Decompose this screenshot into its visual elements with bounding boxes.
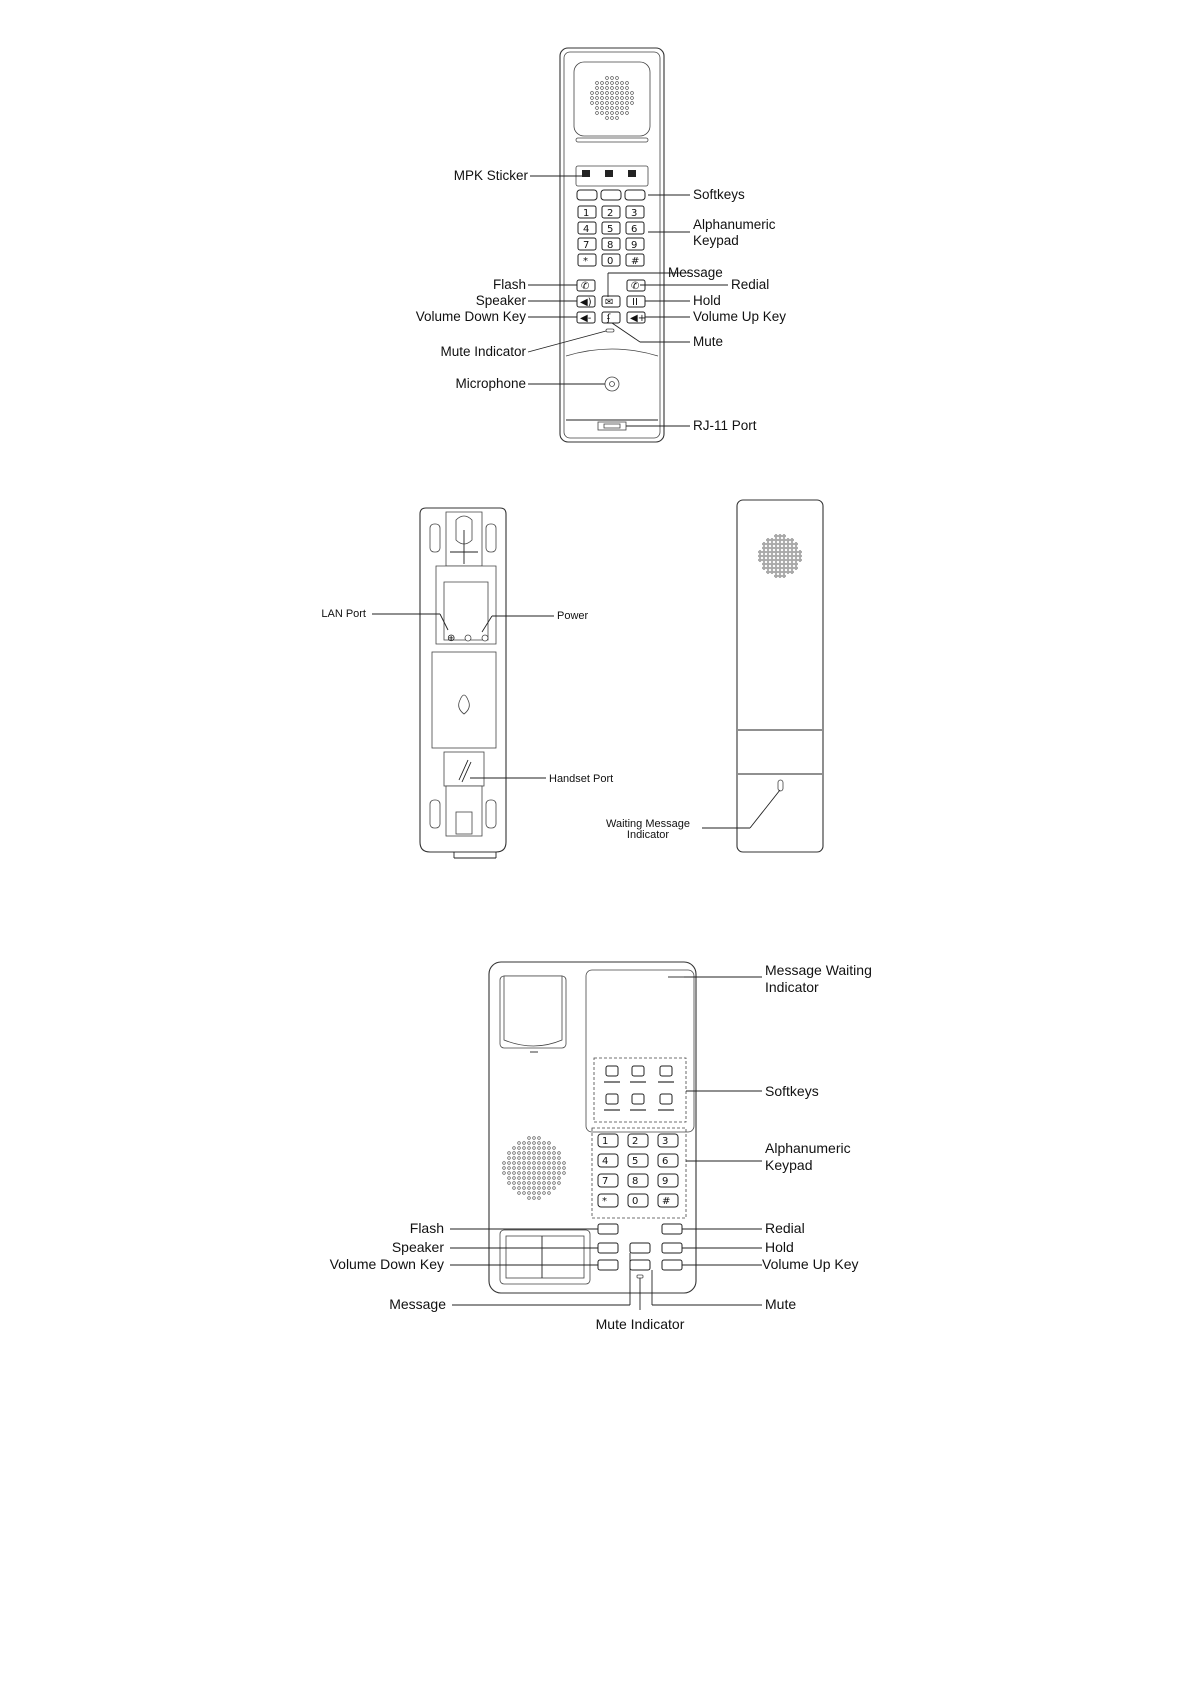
- desk-softkey[interactable]: [606, 1094, 618, 1104]
- label-mpk-sticker: MPK Sticker: [453, 168, 528, 183]
- desk-key-label: #: [662, 1196, 671, 1207]
- desk-key-label: 0: [632, 1196, 639, 1207]
- desk-key-label: 4: [602, 1156, 609, 1167]
- handset-key-label: 0: [607, 256, 614, 267]
- handset-key-label: 3: [631, 208, 638, 219]
- desk-softkey[interactable]: [632, 1066, 644, 1076]
- label-redial: Redial: [731, 277, 770, 292]
- label-microphone: Microphone: [455, 376, 526, 391]
- label-hold: Hold: [693, 293, 721, 308]
- label-desk-flash: Flash: [409, 1220, 444, 1236]
- svg-text:⊕: ⊕: [447, 633, 456, 644]
- handset-key-label: 1: [583, 208, 590, 219]
- svg-text:✆: ✆: [581, 281, 590, 292]
- label-lan-port: LAN Port: [321, 608, 366, 620]
- label-desk-mute-indicator: Mute Indicator: [595, 1316, 685, 1332]
- svg-text:ʄ: ʄ: [607, 313, 611, 324]
- svg-text:✉: ✉: [605, 297, 614, 308]
- desk-speaker-key[interactable]: [598, 1243, 618, 1253]
- label-volume-down: Volume Down Key: [415, 309, 526, 324]
- label-mute-indicator: Mute Indicator: [440, 344, 526, 359]
- desk-softkey[interactable]: [632, 1094, 644, 1104]
- label-desk-message: Message: [389, 1296, 446, 1312]
- label-waiting-message: Waiting Message: [606, 818, 690, 830]
- label-mwi-2: Indicator: [765, 979, 819, 995]
- desk-key-label: 7: [602, 1176, 609, 1187]
- desk-softkey[interactable]: [660, 1094, 672, 1104]
- label-keypad: Keypad: [693, 233, 739, 248]
- handset-key-label: 4: [583, 224, 590, 235]
- handset-side-figure: [606, 500, 823, 852]
- desk-flash-key[interactable]: [598, 1224, 618, 1234]
- label-power: Power: [557, 610, 589, 622]
- handset-key-label: 7: [583, 240, 590, 251]
- handset-key-label: #: [631, 256, 640, 267]
- label-desk-volume-down: Volume Down Key: [329, 1256, 444, 1272]
- label-desk-redial: Redial: [765, 1220, 805, 1236]
- desk-redial-key[interactable]: [662, 1224, 682, 1234]
- handset-key-label: 2: [607, 208, 614, 219]
- svg-text:II: II: [632, 297, 638, 308]
- desk-key-label: 3: [662, 1136, 669, 1147]
- svg-text:◀): ◀): [580, 297, 592, 308]
- label-desk-hold: Hold: [765, 1239, 794, 1255]
- desk-key-label: *: [602, 1196, 607, 1207]
- desk-key-label: 2: [632, 1136, 639, 1147]
- label-alphanumeric: Alphanumeric: [693, 217, 776, 232]
- label-message: Message: [668, 265, 723, 280]
- desk-hold-key[interactable]: [662, 1243, 682, 1253]
- desk-key-label: 9: [662, 1176, 669, 1187]
- label-desk-volume-up: Volume Up Key: [762, 1256, 859, 1272]
- base-back-figure: [321, 508, 613, 858]
- desk-key-10[interactable]: [598, 1194, 618, 1207]
- svg-text:✆: ✆: [631, 281, 640, 292]
- label-desk-alphanumeric: Alphanumeric: [765, 1140, 851, 1156]
- svg-text:◀+: ◀+: [630, 313, 647, 324]
- label-desk-keypad: Keypad: [765, 1157, 813, 1173]
- desk-key-label: 8: [632, 1176, 639, 1187]
- label-mute: Mute: [693, 334, 724, 349]
- desk-vol-down-key[interactable]: [598, 1260, 618, 1270]
- label-desk-speaker: Speaker: [391, 1239, 444, 1255]
- label-flash: Flash: [492, 277, 526, 292]
- handset-key-label: 5: [607, 224, 614, 235]
- desk-message-key[interactable]: [630, 1243, 650, 1253]
- desk-key-label: 1: [602, 1136, 609, 1147]
- desk-phone-figure: [330, 962, 872, 1332]
- handset-key-label: 9: [631, 240, 638, 251]
- label-handset-port: Handset Port: [549, 773, 614, 785]
- label-softkeys: Softkeys: [693, 187, 745, 202]
- desk-softkey[interactable]: [606, 1066, 618, 1076]
- label-rj11-port: RJ-11 Port: [693, 418, 757, 433]
- handset-mute-key[interactable]: [602, 312, 620, 323]
- desk-key-label: 5: [632, 1156, 639, 1167]
- desk-softkey[interactable]: [660, 1066, 672, 1076]
- svg-text:◀-: ◀-: [580, 313, 592, 324]
- label-speaker: Speaker: [475, 293, 526, 308]
- label-desk-mute: Mute: [765, 1296, 797, 1312]
- desk-vol-up-key[interactable]: [662, 1260, 682, 1270]
- label-volume-up: Volume Up Key: [693, 309, 787, 324]
- handset-key-label: 6: [631, 224, 638, 235]
- label-waiting-indicator: Indicator: [626, 829, 670, 841]
- desk-key-label: 6: [662, 1156, 669, 1167]
- handset-key-label: 8: [607, 240, 614, 251]
- label-mwi-1: Message Waiting: [765, 962, 872, 978]
- handset-front-figure: [416, 48, 787, 442]
- label-desk-softkeys: Softkeys: [765, 1083, 819, 1099]
- handset-key-label: *: [583, 256, 588, 267]
- desk-mute-key[interactable]: [630, 1260, 650, 1270]
